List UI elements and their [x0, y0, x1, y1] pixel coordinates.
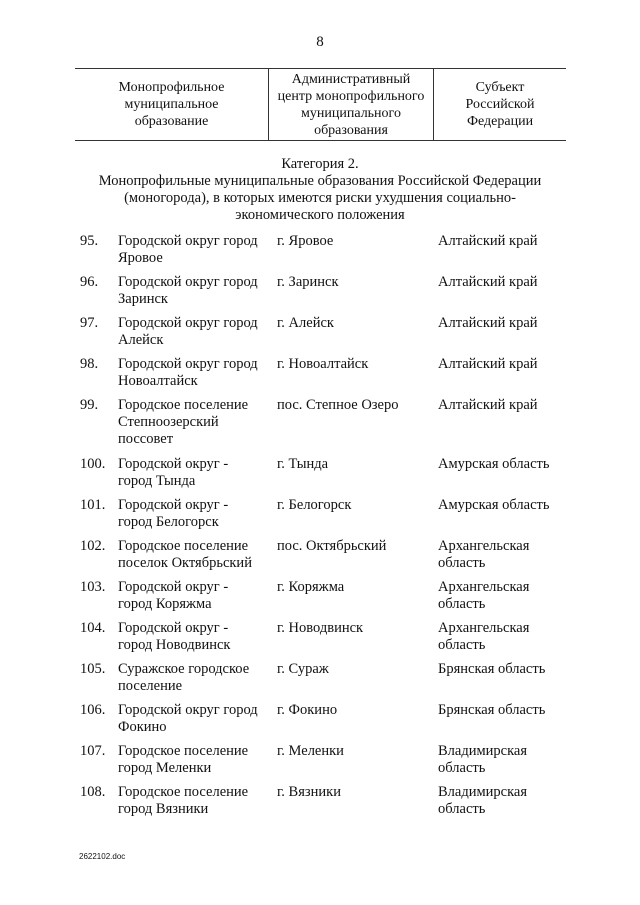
row-number: 95.	[80, 233, 99, 249]
row-region: Брянская область	[438, 661, 546, 677]
row-municipality: Городское поселение поселок Октябрьский	[118, 538, 252, 571]
row-region: Архангельская область	[438, 538, 530, 571]
row-municipality: Городское поселение Степноозерский поссовет	[118, 397, 249, 447]
table-header	[75, 68, 566, 141]
row-center: пос. Октябрьский	[277, 538, 387, 554]
row-center: г. Вязники	[277, 784, 341, 800]
table-row	[0, 620, 640, 661]
monotown-list	[0, 233, 640, 825]
row-number: 101.	[80, 497, 106, 513]
row-municipality: Городской округ - город Тында	[118, 456, 229, 489]
table-row	[0, 538, 640, 579]
row-region: Владимирская область	[438, 743, 528, 776]
row-municipality: Городской округ город Яровое	[118, 233, 258, 266]
row-municipality: Городской округ - город Новодвинск	[118, 620, 231, 653]
row-region: Архангельская область	[438, 620, 530, 653]
row-number: 102.	[80, 538, 106, 554]
table-row	[0, 497, 640, 538]
row-center: г. Яровое	[277, 233, 334, 249]
row-center: пос. Степное Озеро	[277, 397, 399, 413]
page-number: 8	[316, 34, 324, 50]
table-row	[0, 397, 640, 456]
row-number: 99.	[80, 397, 99, 413]
table-row	[0, 743, 640, 784]
table-row	[0, 661, 640, 702]
header-municipality-text: Монопрофильное муниципальное образование	[118, 80, 225, 129]
footer-filename: 2622102.doc	[79, 852, 126, 861]
row-number: 108.	[80, 784, 106, 800]
table-row	[0, 356, 640, 397]
category-title: Категория 2.	[281, 156, 359, 172]
table-row	[0, 456, 640, 497]
row-number: 100.	[80, 456, 106, 472]
row-center: г. Заринск	[277, 274, 339, 290]
row-number: 107.	[80, 743, 106, 759]
row-center: г. Новоалтайск	[277, 356, 369, 372]
row-municipality: Городское поселение город Вязники	[118, 784, 249, 817]
table-row	[0, 579, 640, 620]
row-region: Алтайский край	[438, 233, 538, 249]
row-center: г. Фокино	[277, 702, 338, 718]
row-region: Алтайский край	[438, 315, 538, 331]
row-region: Алтайский край	[438, 397, 538, 413]
row-number: 98.	[80, 356, 99, 372]
row-center: г. Новодвинск	[277, 620, 364, 636]
row-number: 96.	[80, 274, 99, 290]
row-municipality: Городской округ город Заринск	[118, 274, 258, 307]
table-row	[0, 784, 640, 825]
header-admin-center-text: Административный центр монопрофильного муниципального образования	[277, 71, 425, 138]
row-region: Архангельская область	[438, 579, 530, 612]
row-region: Владимирская область	[438, 784, 528, 817]
row-center: г. Алейск	[277, 315, 334, 331]
row-center: г. Меленки	[277, 743, 344, 759]
row-number: 106.	[80, 702, 106, 718]
row-municipality: Городской округ город Алейск	[118, 315, 258, 348]
row-center: г. Коряжма	[277, 579, 345, 595]
row-municipality: Городской округ город Новоалтайск	[118, 356, 258, 389]
header-federal-subject-text: Субъект Российской Федерации	[465, 80, 535, 129]
row-region: Алтайский край	[438, 356, 538, 372]
table-row	[0, 315, 640, 356]
row-region: Алтайский край	[438, 274, 538, 290]
row-center: г. Белогорск	[277, 497, 352, 513]
header-admin-center	[269, 69, 434, 140]
row-number: 97.	[80, 315, 99, 331]
row-region: Амурская область	[438, 456, 550, 472]
header-federal-subject	[434, 69, 566, 140]
row-number: 104.	[80, 620, 106, 636]
row-municipality: Городской округ - город Коряжма	[118, 579, 229, 612]
row-number: 105.	[80, 661, 106, 677]
row-municipality: Городской округ - город Белогорск	[118, 497, 229, 530]
row-center: г. Сураж	[277, 661, 329, 677]
row-number: 103.	[80, 579, 106, 595]
category-description: Монопрофильные муниципальные образования Российской Федерации (моногорода), в которых имеются риски ухудшения социально- экономического положения	[98, 173, 542, 223]
table-row	[0, 274, 640, 315]
category-heading	[60, 156, 580, 224]
table-row	[0, 702, 640, 743]
row-region: Брянская область	[438, 702, 546, 718]
row-municipality: Суражское городское поселение	[118, 661, 250, 694]
row-municipality: Городской округ город Фокино	[118, 702, 258, 735]
row-center: г. Тында	[277, 456, 329, 472]
row-region: Амурская область	[438, 497, 550, 513]
row-municipality: Городское поселение город Меленки	[118, 743, 249, 776]
table-row	[0, 233, 640, 274]
header-municipality	[75, 69, 269, 140]
